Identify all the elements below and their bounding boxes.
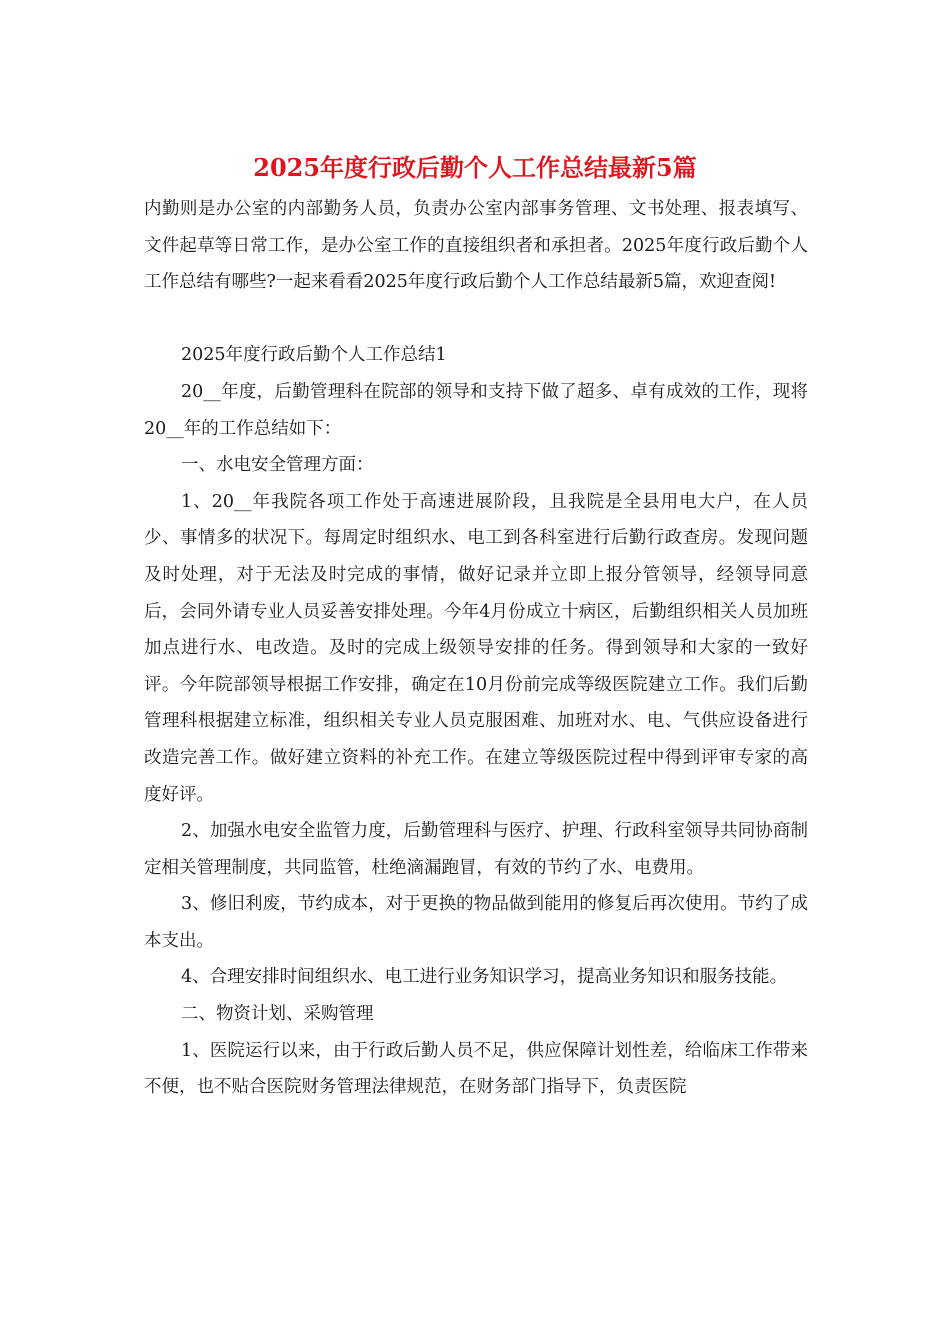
document-body <box>144 191 808 1106</box>
paragraph: 4、合理安排时间组织水、电工进行业务知识学习，提高业务知识和服务技能。 <box>181 967 788 988</box>
paragraph: 1、20__年我院各项工作处于高速进展阶段，且我院是全县用电大户，在人员少、事情多的状况下。每周定时组织水、电工到各科室进行后勤行政查房。发现问题及时处理，对于无法及时完成的事情，做好记录并立即上报分管领导，经领导同意后，会同外请专业人员妥善安排处理。今年4月份成立十病区，后勤组织相关人员加班加点进行水、电改造。及时的完成上级领导安排的任务。得到领导和大家的一致好评。今年院部领导根据工作安排，确定在10月份前完成等级医院建立工作。我们后勤管理科根据建立标准，组织相关专业人员克服困难、加班对水、电、气供应设备进行改造完善工作。做好建立资料的补充工作。在建立等级医院过程中得到评审专家的高度好评。 <box>144 491 808 805</box>
subsection-heading: 一、水电安全管理方面： <box>181 455 374 476</box>
paragraph-spacer <box>144 301 808 338</box>
section-heading: 2025年度行政后勤个人工作总结1 <box>181 345 447 366</box>
paragraph: 3、修旧利废，节约成本，对于更换的物品做到能用的修复后再次使用。节约了成本支出。 <box>144 894 808 951</box>
paragraph: 2、加强水电安全监管力度，后勤管理科与医疗、护理、行政科室领导共同协商制定相关管理制度，共同监管，杜绝滴漏跑冒，有效的节约了水、电费用。 <box>144 821 808 878</box>
intro-paragraph: 内勤则是办公室的内部勤务人员，负责办公室内部事务管理、文书处理、报表填写、文件起草等日常工作，是办公室工作的直接组织者和承担者。2025年度行政后勤个人工作总结有哪些?一起来看看2025年度行政后勤个人工作总结最新5篇，欢迎查阅! <box>144 199 808 293</box>
subsection-heading: 二、物资计划、采购管理 <box>181 1004 374 1025</box>
paragraph: 1、医院运行以来，由于行政后勤人员不足，供应保障计划性差，给临床工作带来不便，也不贴合医院财务管理法律规范，在财务部门指导下，负责医院 <box>144 1040 808 1098</box>
paragraph: 20__年度，后勤管理科在院部的领导和支持下做了超多、卓有成效的工作，现将20__年的工作总结如下： <box>144 381 808 439</box>
document-title: 2025年度行政后勤个人工作总结最新5篇 <box>253 153 697 182</box>
